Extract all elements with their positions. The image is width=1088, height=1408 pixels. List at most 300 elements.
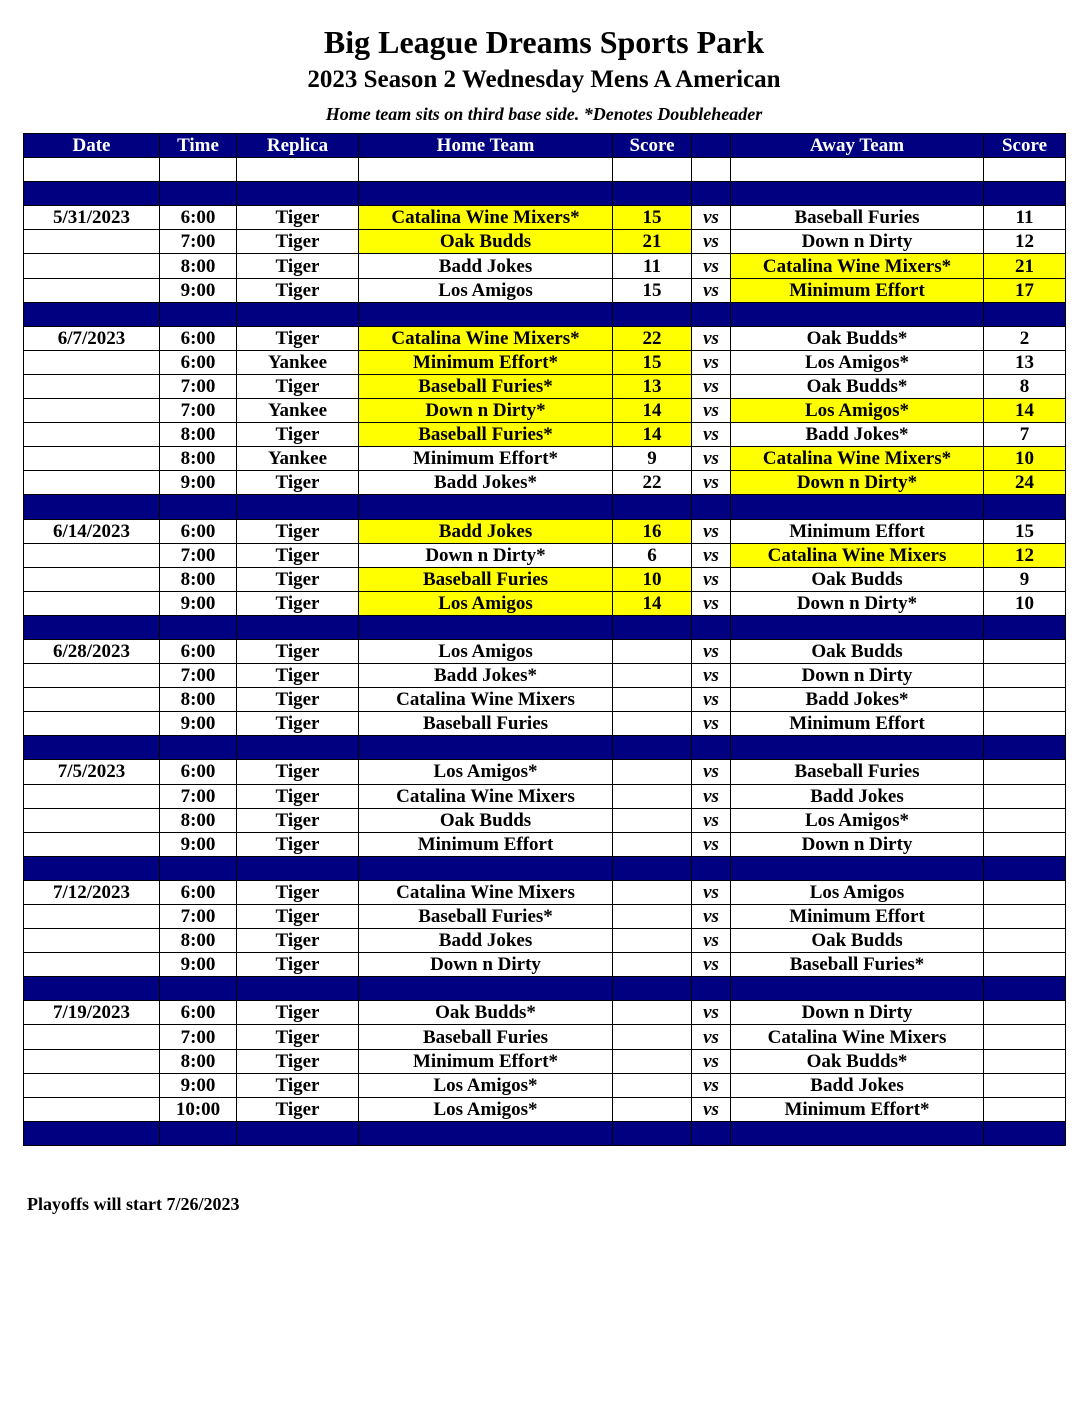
separator-cell — [984, 736, 1066, 760]
vs-cell: vs — [692, 399, 731, 423]
vs-cell: vs — [692, 953, 731, 977]
home-team-cell: Baseball Furies* — [359, 905, 613, 929]
away-score-cell — [984, 808, 1066, 832]
separator-cell — [359, 302, 613, 326]
vs-cell: vs — [692, 423, 731, 447]
date-cell — [24, 1025, 160, 1049]
replica-cell: Tiger — [237, 880, 359, 904]
game-row — [24, 567, 1066, 591]
vs-cell: vs — [692, 471, 731, 495]
empty-row — [24, 158, 1066, 182]
separator-cell — [24, 977, 160, 1001]
away-team-cell: Los Amigos* — [731, 350, 984, 374]
page-note: Home team sits on third base side. *Denotes Doubleheader — [325, 104, 763, 124]
home-score-cell: 10 — [613, 567, 692, 591]
vs-cell: vs — [692, 929, 731, 953]
date-cell — [24, 350, 160, 374]
time-cell: 7:00 — [160, 230, 237, 254]
replica-cell: Tiger — [237, 278, 359, 302]
separator-cell — [24, 856, 160, 880]
replica-cell: Yankee — [237, 447, 359, 471]
away-score-cell — [984, 664, 1066, 688]
game-row — [24, 929, 1066, 953]
separator-cell — [984, 302, 1066, 326]
replica-cell: Tiger — [237, 543, 359, 567]
separator-cell — [359, 977, 613, 1001]
separator-cell — [984, 615, 1066, 639]
replica-cell: Tiger — [237, 423, 359, 447]
game-row — [24, 760, 1066, 784]
away-team-cell: Oak Budds — [731, 929, 984, 953]
replica-cell: Tiger — [237, 519, 359, 543]
game-row — [24, 519, 1066, 543]
home-team-cell: Oak Budds* — [359, 1001, 613, 1025]
date-cell — [24, 591, 160, 615]
time-cell: 8:00 — [160, 423, 237, 447]
separator-cell — [160, 1121, 237, 1145]
empty-cell — [160, 158, 237, 182]
away-score-cell — [984, 880, 1066, 904]
vs-cell: vs — [692, 206, 731, 230]
date-cell: 5/31/2023 — [24, 206, 160, 230]
away-score-cell — [984, 784, 1066, 808]
home-team-cell: Badd Jokes — [359, 254, 613, 278]
away-team-cell: Catalina Wine Mixers* — [731, 447, 984, 471]
separator-cell — [692, 856, 731, 880]
time-cell: 6:00 — [160, 760, 237, 784]
away-score-cell — [984, 929, 1066, 953]
separator-cell — [731, 977, 984, 1001]
home-score-cell — [613, 1097, 692, 1121]
home-score-cell — [613, 832, 692, 856]
game-row — [24, 471, 1066, 495]
game-row — [24, 880, 1066, 904]
separator-cell — [613, 495, 692, 519]
time-cell: 7:00 — [160, 543, 237, 567]
time-cell: 6:00 — [160, 326, 237, 350]
away-team-cell: Down n Dirty — [731, 1001, 984, 1025]
separator-cell — [160, 495, 237, 519]
separator-cell — [237, 1121, 359, 1145]
away-score-cell: 7 — [984, 423, 1066, 447]
separator-cell — [24, 1121, 160, 1145]
home-team-cell: Badd Jokes — [359, 929, 613, 953]
home-team-cell: Oak Budds — [359, 230, 613, 254]
away-score-cell — [984, 953, 1066, 977]
game-row — [24, 808, 1066, 832]
away-team-cell: Badd Jokes* — [731, 423, 984, 447]
game-row — [24, 1001, 1066, 1025]
home-score-cell — [613, 688, 692, 712]
page-subtitle: 2023 Season 2 Wednesday Mens A American — [307, 66, 781, 93]
replica-cell: Tiger — [237, 832, 359, 856]
separator-cell — [160, 182, 237, 206]
home-team-cell: Catalina Wine Mixers — [359, 784, 613, 808]
home-team-cell: Down n Dirty — [359, 953, 613, 977]
home-score-cell: 15 — [613, 278, 692, 302]
home-score-cell — [613, 808, 692, 832]
col-header-home-score: Score — [613, 134, 692, 158]
game-row — [24, 712, 1066, 736]
game-row — [24, 1049, 1066, 1073]
separator-cell — [24, 182, 160, 206]
home-score-cell — [613, 712, 692, 736]
separator-cell — [613, 977, 692, 1001]
separator-cell — [613, 1121, 692, 1145]
separator-cell — [237, 495, 359, 519]
separator-cell — [984, 856, 1066, 880]
home-team-cell: Baseball Furies — [359, 567, 613, 591]
away-team-cell: Oak Budds* — [731, 326, 984, 350]
home-score-cell: 6 — [613, 543, 692, 567]
separator-cell — [359, 495, 613, 519]
separator-cell — [237, 182, 359, 206]
game-row — [24, 953, 1066, 977]
replica-cell: Yankee — [237, 350, 359, 374]
away-team-cell: Oak Budds* — [731, 1049, 984, 1073]
away-team-cell: Los Amigos — [731, 880, 984, 904]
date-cell — [24, 1097, 160, 1121]
date-cell — [24, 808, 160, 832]
col-header-vs — [692, 134, 731, 158]
away-team-cell: Badd Jokes — [731, 784, 984, 808]
home-score-cell: 9 — [613, 447, 692, 471]
away-team-cell: Oak Budds — [731, 567, 984, 591]
date-cell — [24, 567, 160, 591]
home-team-cell: Los Amigos — [359, 278, 613, 302]
replica-cell: Tiger — [237, 929, 359, 953]
col-header-away-team: Away Team — [731, 134, 984, 158]
home-score-cell: 21 — [613, 230, 692, 254]
date-cell — [24, 1073, 160, 1097]
separator-cell — [359, 856, 613, 880]
home-score-cell — [613, 1001, 692, 1025]
col-header-time: Time — [160, 134, 237, 158]
time-cell: 6:00 — [160, 880, 237, 904]
game-row — [24, 399, 1066, 423]
vs-cell: vs — [692, 230, 731, 254]
date-cell: 7/5/2023 — [24, 760, 160, 784]
away-team-cell: Minimum Effort — [731, 278, 984, 302]
game-row — [24, 664, 1066, 688]
schedule-body — [24, 158, 1066, 1146]
date-cell — [24, 1049, 160, 1073]
vs-cell: vs — [692, 784, 731, 808]
away-score-cell: 2 — [984, 326, 1066, 350]
home-score-cell — [613, 1049, 692, 1073]
empty-cell — [692, 158, 731, 182]
separator-cell — [359, 1121, 613, 1145]
away-team-cell: Down n Dirty — [731, 832, 984, 856]
home-score-cell — [613, 1073, 692, 1097]
home-team-cell: Minimum Effort* — [359, 350, 613, 374]
game-row — [24, 832, 1066, 856]
game-row — [24, 543, 1066, 567]
away-score-cell: 14 — [984, 399, 1066, 423]
away-team-cell: Oak Budds — [731, 639, 984, 663]
separator-row — [24, 182, 1066, 206]
schedule-table — [23, 133, 1066, 1146]
separator-cell — [731, 736, 984, 760]
separator-row — [24, 1121, 1066, 1145]
replica-cell: Tiger — [237, 905, 359, 929]
date-cell — [24, 230, 160, 254]
separator-cell — [692, 182, 731, 206]
separator-cell — [24, 736, 160, 760]
replica-cell: Tiger — [237, 953, 359, 977]
home-team-cell: Los Amigos* — [359, 1073, 613, 1097]
away-score-cell: 15 — [984, 519, 1066, 543]
game-row — [24, 326, 1066, 350]
away-score-cell: 12 — [984, 230, 1066, 254]
separator-cell — [692, 615, 731, 639]
time-cell: 8:00 — [160, 567, 237, 591]
home-score-cell: 22 — [613, 326, 692, 350]
game-row — [24, 423, 1066, 447]
vs-cell: vs — [692, 880, 731, 904]
replica-cell: Tiger — [237, 567, 359, 591]
away-team-cell: Catalina Wine Mixers — [731, 543, 984, 567]
vs-cell: vs — [692, 567, 731, 591]
date-cell — [24, 664, 160, 688]
away-score-cell — [984, 1097, 1066, 1121]
time-cell: 8:00 — [160, 688, 237, 712]
replica-cell: Tiger — [237, 808, 359, 832]
time-cell: 8:00 — [160, 1049, 237, 1073]
time-cell: 7:00 — [160, 399, 237, 423]
time-cell: 6:00 — [160, 519, 237, 543]
separator-cell — [359, 182, 613, 206]
game-row — [24, 350, 1066, 374]
empty-cell — [24, 158, 160, 182]
time-cell: 9:00 — [160, 1073, 237, 1097]
home-team-cell: Oak Budds — [359, 808, 613, 832]
time-cell: 6:00 — [160, 639, 237, 663]
vs-cell: vs — [692, 808, 731, 832]
separator-cell — [731, 495, 984, 519]
home-score-cell: 13 — [613, 374, 692, 398]
away-team-cell: Minimum Effort* — [731, 1097, 984, 1121]
time-cell: 9:00 — [160, 953, 237, 977]
home-score-cell — [613, 905, 692, 929]
time-cell: 6:00 — [160, 206, 237, 230]
away-score-cell — [984, 905, 1066, 929]
home-team-cell: Minimum Effort — [359, 832, 613, 856]
time-cell: 6:00 — [160, 350, 237, 374]
time-cell: 9:00 — [160, 712, 237, 736]
replica-cell: Tiger — [237, 639, 359, 663]
home-score-cell: 16 — [613, 519, 692, 543]
away-score-cell: 21 — [984, 254, 1066, 278]
time-cell: 8:00 — [160, 447, 237, 471]
time-cell: 9:00 — [160, 832, 237, 856]
vs-cell: vs — [692, 350, 731, 374]
separator-row — [24, 736, 1066, 760]
game-row — [24, 206, 1066, 230]
home-score-cell: 14 — [613, 591, 692, 615]
away-team-cell: Minimum Effort — [731, 519, 984, 543]
separator-cell — [984, 1121, 1066, 1145]
date-cell: 6/28/2023 — [24, 639, 160, 663]
away-team-cell: Badd Jokes — [731, 1073, 984, 1097]
date-cell — [24, 254, 160, 278]
game-row — [24, 254, 1066, 278]
home-score-cell — [613, 880, 692, 904]
home-team-cell: Down n Dirty* — [359, 543, 613, 567]
separator-cell — [237, 736, 359, 760]
away-team-cell: Los Amigos* — [731, 808, 984, 832]
home-team-cell: Badd Jokes — [359, 519, 613, 543]
separator-cell — [237, 856, 359, 880]
home-team-cell: Baseball Furies* — [359, 374, 613, 398]
away-score-cell — [984, 1073, 1066, 1097]
home-score-cell — [613, 784, 692, 808]
separator-cell — [613, 856, 692, 880]
time-cell: 7:00 — [160, 374, 237, 398]
time-cell: 8:00 — [160, 808, 237, 832]
vs-cell: vs — [692, 712, 731, 736]
separator-cell — [984, 495, 1066, 519]
separator-cell — [731, 182, 984, 206]
home-team-cell: Badd Jokes* — [359, 471, 613, 495]
separator-cell — [359, 615, 613, 639]
game-row — [24, 688, 1066, 712]
vs-cell: vs — [692, 639, 731, 663]
game-row — [24, 639, 1066, 663]
home-team-cell: Baseball Furies* — [359, 423, 613, 447]
date-cell — [24, 374, 160, 398]
separator-row — [24, 856, 1066, 880]
replica-cell: Tiger — [237, 664, 359, 688]
replica-cell: Tiger — [237, 1049, 359, 1073]
vs-cell: vs — [692, 374, 731, 398]
home-score-cell: 15 — [613, 206, 692, 230]
replica-cell: Tiger — [237, 1073, 359, 1097]
separator-cell — [160, 856, 237, 880]
vs-cell: vs — [692, 1001, 731, 1025]
date-cell — [24, 447, 160, 471]
empty-cell — [984, 158, 1066, 182]
away-score-cell — [984, 688, 1066, 712]
home-score-cell — [613, 929, 692, 953]
vs-cell: vs — [692, 760, 731, 784]
away-team-cell: Down n Dirty — [731, 664, 984, 688]
separator-row — [24, 615, 1066, 639]
date-cell — [24, 712, 160, 736]
separator-cell — [613, 736, 692, 760]
time-cell: 9:00 — [160, 471, 237, 495]
separator-cell — [24, 615, 160, 639]
vs-cell: vs — [692, 543, 731, 567]
date-cell — [24, 832, 160, 856]
away-team-cell: Minimum Effort — [731, 905, 984, 929]
home-team-cell: Minimum Effort* — [359, 1049, 613, 1073]
separator-cell — [692, 302, 731, 326]
separator-row — [24, 495, 1066, 519]
separator-cell — [237, 615, 359, 639]
home-score-cell — [613, 760, 692, 784]
away-score-cell: 10 — [984, 447, 1066, 471]
empty-cell — [613, 158, 692, 182]
separator-cell — [359, 736, 613, 760]
date-cell — [24, 953, 160, 977]
home-team-cell: Catalina Wine Mixers — [359, 880, 613, 904]
separator-row — [24, 977, 1066, 1001]
separator-cell — [24, 302, 160, 326]
date-cell: 7/19/2023 — [24, 1001, 160, 1025]
vs-cell: vs — [692, 254, 731, 278]
replica-cell: Tiger — [237, 760, 359, 784]
time-cell: 10:00 — [160, 1097, 237, 1121]
away-score-cell: 10 — [984, 591, 1066, 615]
table-header-row — [24, 134, 1066, 158]
date-cell — [24, 471, 160, 495]
away-score-cell — [984, 832, 1066, 856]
separator-row — [24, 302, 1066, 326]
game-row — [24, 1097, 1066, 1121]
away-team-cell: Down n Dirty* — [731, 591, 984, 615]
vs-cell: vs — [692, 1049, 731, 1073]
away-team-cell: Baseball Furies — [731, 206, 984, 230]
home-team-cell: Minimum Effort* — [359, 447, 613, 471]
home-team-cell: Badd Jokes* — [359, 664, 613, 688]
home-score-cell: 22 — [613, 471, 692, 495]
home-score-cell — [613, 1025, 692, 1049]
vs-cell: vs — [692, 905, 731, 929]
separator-cell — [692, 495, 731, 519]
date-cell — [24, 929, 160, 953]
replica-cell: Yankee — [237, 399, 359, 423]
vs-cell: vs — [692, 688, 731, 712]
time-cell: 8:00 — [160, 929, 237, 953]
separator-cell — [984, 977, 1066, 1001]
col-header-away-score: Score — [984, 134, 1066, 158]
away-score-cell: 12 — [984, 543, 1066, 567]
home-team-cell: Catalina Wine Mixers* — [359, 326, 613, 350]
vs-cell: vs — [692, 664, 731, 688]
away-team-cell: Badd Jokes* — [731, 688, 984, 712]
date-cell: 6/14/2023 — [24, 519, 160, 543]
away-team-cell: Oak Budds* — [731, 374, 984, 398]
game-row — [24, 230, 1066, 254]
home-team-cell: Catalina Wine Mixers* — [359, 206, 613, 230]
vs-cell: vs — [692, 832, 731, 856]
away-team-cell: Minimum Effort — [731, 712, 984, 736]
empty-cell — [237, 158, 359, 182]
replica-cell: Tiger — [237, 591, 359, 615]
home-score-cell — [613, 639, 692, 663]
game-row — [24, 1025, 1066, 1049]
separator-cell — [692, 977, 731, 1001]
away-score-cell — [984, 760, 1066, 784]
separator-cell — [160, 302, 237, 326]
time-cell: 7:00 — [160, 664, 237, 688]
home-team-cell: Los Amigos* — [359, 1097, 613, 1121]
date-cell: 6/7/2023 — [24, 326, 160, 350]
game-row — [24, 447, 1066, 471]
separator-cell — [984, 182, 1066, 206]
replica-cell: Tiger — [237, 1025, 359, 1049]
separator-cell — [731, 302, 984, 326]
separator-cell — [237, 977, 359, 1001]
replica-cell: Tiger — [237, 712, 359, 736]
replica-cell: Tiger — [237, 1097, 359, 1121]
away-score-cell — [984, 639, 1066, 663]
game-row — [24, 374, 1066, 398]
away-score-cell — [984, 1025, 1066, 1049]
home-team-cell: Down n Dirty* — [359, 399, 613, 423]
replica-cell: Tiger — [237, 254, 359, 278]
